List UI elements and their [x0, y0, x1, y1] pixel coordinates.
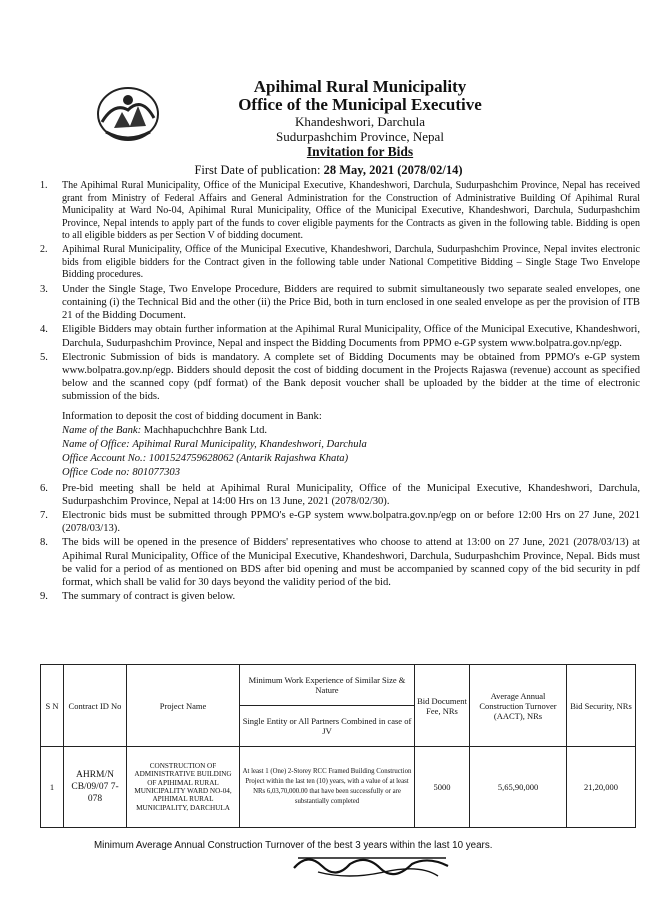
- bank-value: Machhapuchchhre Bank Ltd.: [143, 424, 268, 436]
- org-name: Apihimal Rural Municipality: [253, 77, 467, 96]
- td-aact: 5,65,90,000: [470, 747, 567, 828]
- notice-title: Invitation for Bids: [306, 144, 414, 159]
- location: Khandeshwori, Darchula: [295, 114, 425, 129]
- td-contract-id: AHRM/N CB/09/07 7-078: [64, 747, 127, 828]
- office-name: Office of the Municipal Executive: [238, 95, 482, 114]
- th-project-name: Project Name: [127, 665, 240, 747]
- clause-6: 6. Pre-bid meeting shall be held at Apihimal Rural Municipality, Office of the Municipal Executive, Khandeshwori, Darchula, Sudurpashchim Province, Nepal at 14:00 Hrs on 13 June, 2021 (2078/02/30).: [40, 482, 640, 507]
- clause-2: 2. Apihimal Rural Municipality, Office of the Municipal Executive, Khandeshwori, Darchula, Sudurpashchim Province, Nepal invites electronic bids from eligible bidders for the Contract given in the following table under National Competitive Bidding – Single Stage Two Envelope Bidding procedures.: [40, 243, 640, 281]
- contract-summary-table: [40, 664, 636, 828]
- clause-7: 7. Electronic bids must be submitted through PPMO's e-GP system www.bolpatra.gov.np/egp on or before 12:00 Hrs on 27 June, 2021 (2078/03/13).: [40, 509, 640, 535]
- th-contract-id: Contract ID No: [64, 665, 127, 747]
- table-row: [41, 747, 636, 828]
- th-experience: Minimum Work Experience of Similar Size & Nature: [240, 665, 415, 706]
- office-value: Apihimal Rural Municipality, Khandeshwori, Darchula: [132, 438, 367, 450]
- account-label: Office Account No.:: [62, 452, 147, 464]
- handwritten-signature: [288, 846, 458, 886]
- clause-8: 8. The bids will be opened in the presence of Bidders' representatives who choose to attend at 13:00 on 27 June, 2021 (2078/03/13) at Apihimal Rural Municipality, Office of the Municipal Executive, Khandeshwori, Darchula, Sudurpashchim Province, Nepal. Bids must be valid for a period of as mentioned on BDS after bid opening and must be accompanied by scanned copy of the bid security in pdf format, which shall be valid for 30 days beyond the validity period of the bid.: [40, 537, 640, 588]
- clause-9: 9. The summary of contract is given below.: [40, 591, 236, 603]
- clause-4: 4. Eligible Bidders may obtain further information at the Apihimal Rural Municipality, Office of the Municipal Executive, Khandeshwori, Darchula, Sudurpashchim Province, Nepal and inspect the Bidding Documents from PPMO e-GP system www.bolpatra.gov.np/egp.: [40, 324, 640, 349]
- clause-3: 3. Under the Single Stage, Two Envelope Procedure, Bidders are required to submit simultaneously two separate sealed envelopes, one containing (i) the Technical Bid and the other (ii) the Price Bid, both in turn enclosed in one sealed envelope as per the provision of ITB 21 of the Bidding Document.: [40, 283, 640, 322]
- clause-1: 1. The Apihimal Rural Municipality, Office of the Municipal Executive, Khandeshwori, Darchula, Sudurpashchim Province, Nepal has received grant from Ministry of Federal Affairs and General Administration for the Construction of Administrative Building Of Apihimal Rural Municipality at Ward No-04, Apihimal Rural Municipality, Office of the Municipal Executive, Khandeshwori, Darchula, Sudurpashchim Province, Nepal intends to apply part of the funds to cover eligible payments for the Contracts as given in the following table. Bidding is open to all eligible bidders as per Section V of bidding document.: [40, 180, 640, 242]
- clause-5: 5. Electronic Submission of bids is mandatory. A complete set of Bidding Documents may be obtained from PPMO's e-GP system www.bolpatra.gov.np/egp. Bidders should deposit the cost of bidding document in the Projects Rajaswa (revenue) account as specified below and the scanned copy (pdf format) of the Bank deposit voucher shall be uploaded by the bidder at the time of electronic submission of the bids.: [40, 351, 640, 403]
- td-fee: 5000: [415, 747, 470, 828]
- table-header-row: [41, 665, 636, 706]
- th-aact: Average Annual Construction Turnover (AACT), NRs: [470, 665, 567, 747]
- bank-label: Name of the Bank:: [62, 424, 142, 436]
- bank-deposit-info: [62, 410, 640, 480]
- th-security: Bid Security, NRs: [567, 665, 636, 747]
- th-experience-sub: Single Entity or All Partners Combined in case of JV: [240, 706, 415, 747]
- code-value: 801077303: [132, 466, 180, 478]
- letterhead: [150, 78, 570, 160]
- td-project-name: CONSTRUCTION OF ADMINISTRATIVE BUILDING OF APIHIMAL RURAL MUNICIPALITY WARD NO-04, APIHIMAL RURAL MUNICIPALITY, DARCHULA: [127, 747, 240, 828]
- province: Sudurpashchim Province, Nepal: [276, 129, 444, 144]
- aact-footnote: Minimum Average Annual Construction Turnover of the best 3 years within the last 10 years.: [94, 840, 493, 851]
- notice-body: [40, 180, 640, 604]
- deposit-intro: Information to deposit the cost of bidding document in Bank:: [62, 410, 322, 422]
- td-experience: At least 1 (One) 2-Storey RCC Framed Building Construction Project within the last ten (10) years, with a value of at least NRs 6,03,70,000.00 that have been successfully or are substantially completed: [240, 747, 415, 828]
- th-sn: S N: [41, 665, 64, 747]
- publication-date: First Date of publication: 28 May, 2021 (2078/02/14): [194, 163, 463, 177]
- account-value: 1001524759628062 (Antarik Rajashwa Khata): [148, 452, 349, 464]
- office-label: Name of Office:: [62, 438, 130, 450]
- td-sn: 1: [41, 747, 64, 828]
- th-fee: Bid Document Fee, NRs: [415, 665, 470, 747]
- code-label: Office Code no:: [62, 466, 130, 478]
- td-security: 21,20,000: [567, 747, 636, 828]
